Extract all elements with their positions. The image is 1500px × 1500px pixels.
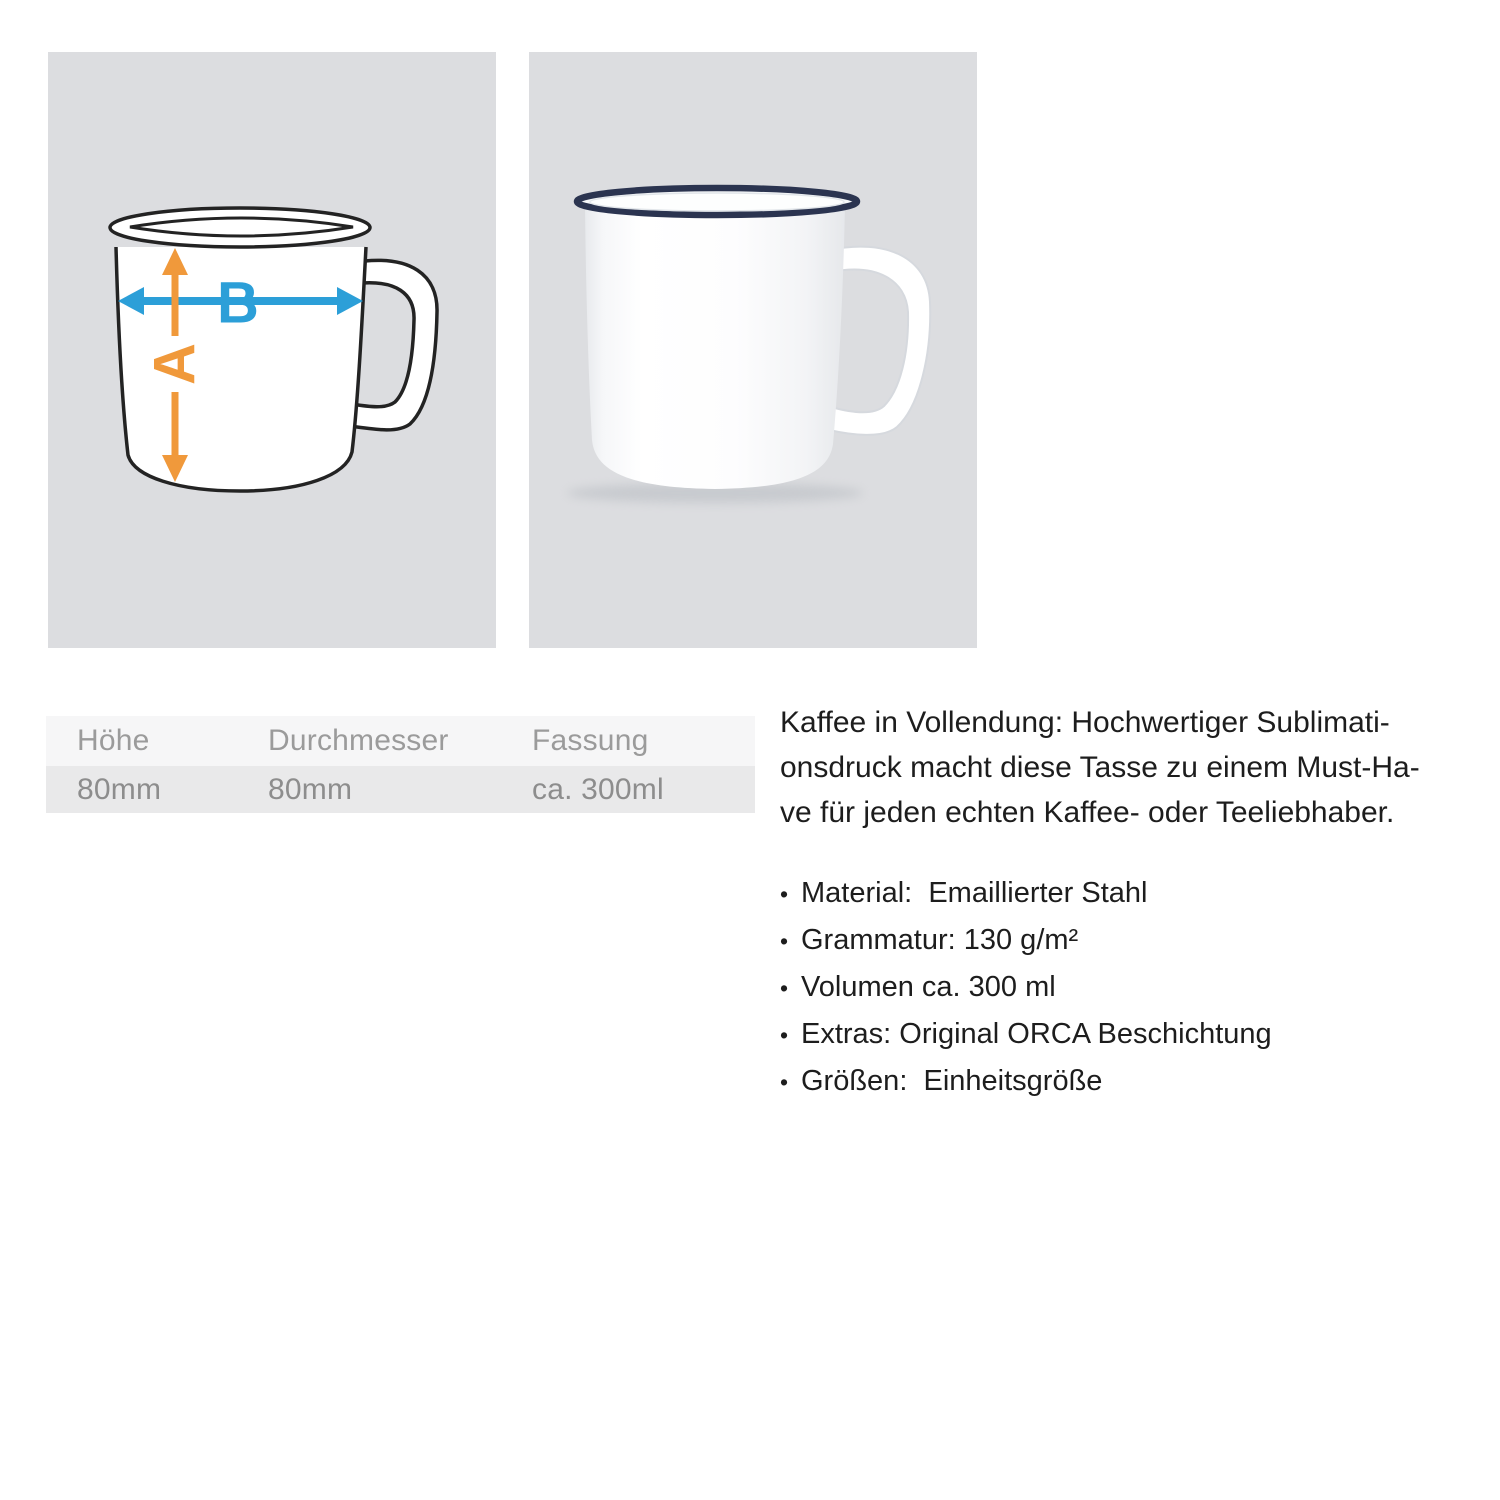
spec-text: Größen: Einheitsgröße	[801, 1065, 1103, 1097]
product-photo-panel	[529, 52, 977, 648]
size-table-value-cell: 80mm	[268, 772, 353, 806]
spec-text: Volumen ca. 300 ml	[801, 971, 1056, 1003]
description-line: ve für jeden echten Kaffee- oder Teeliebhaber.	[780, 796, 1395, 829]
list-item	[780, 964, 1480, 1011]
spec-text: Material: Emaillierter Stahl	[801, 877, 1148, 909]
size-table-value-cell: ca. 300ml	[532, 772, 664, 806]
dimension-label-b: B	[217, 270, 259, 336]
size-table	[46, 716, 755, 813]
description-line: Kaffee in Vollendung: Hochwertiger Sublimati-	[780, 706, 1390, 739]
size-table-header-cell: Höhe	[77, 724, 150, 757]
size-table-header-cell: Fassung	[532, 724, 649, 757]
list-item	[780, 870, 1480, 917]
photo-mug-rim-inner	[590, 193, 844, 211]
bullet-dot-icon: •	[780, 928, 789, 954]
size-table-value-row	[46, 766, 755, 813]
list-item	[780, 1058, 1480, 1105]
dimension-label-a: A	[142, 343, 208, 385]
product-description	[780, 700, 1480, 1105]
description-paragraph	[780, 700, 1480, 835]
list-item	[780, 917, 1480, 964]
list-item	[780, 1011, 1480, 1058]
spec-text: Grammatur: 130 g/m²	[801, 924, 1079, 956]
bullet-dot-icon: •	[780, 1069, 789, 1095]
mug-photo	[529, 52, 977, 648]
mug-size-diagram	[48, 52, 496, 648]
spec-text: Extras: Original ORCA Beschichtung	[801, 1018, 1272, 1050]
photo-mug-handle	[829, 247, 930, 435]
spec-list	[780, 870, 1480, 1105]
size-table-header-cell: Durchmesser	[268, 724, 449, 757]
photo-mug-body	[585, 204, 845, 489]
bullet-dot-icon: •	[780, 975, 789, 1001]
bullet-dot-icon: •	[780, 1022, 789, 1048]
bullet-dot-icon: •	[780, 881, 789, 907]
size-diagram-panel	[48, 52, 496, 648]
size-table-header-row	[46, 716, 755, 766]
description-line: onsdruck macht diese Tasse zu einem Must-Ha-	[780, 751, 1420, 784]
size-table-value-cell: 80mm	[77, 772, 162, 806]
